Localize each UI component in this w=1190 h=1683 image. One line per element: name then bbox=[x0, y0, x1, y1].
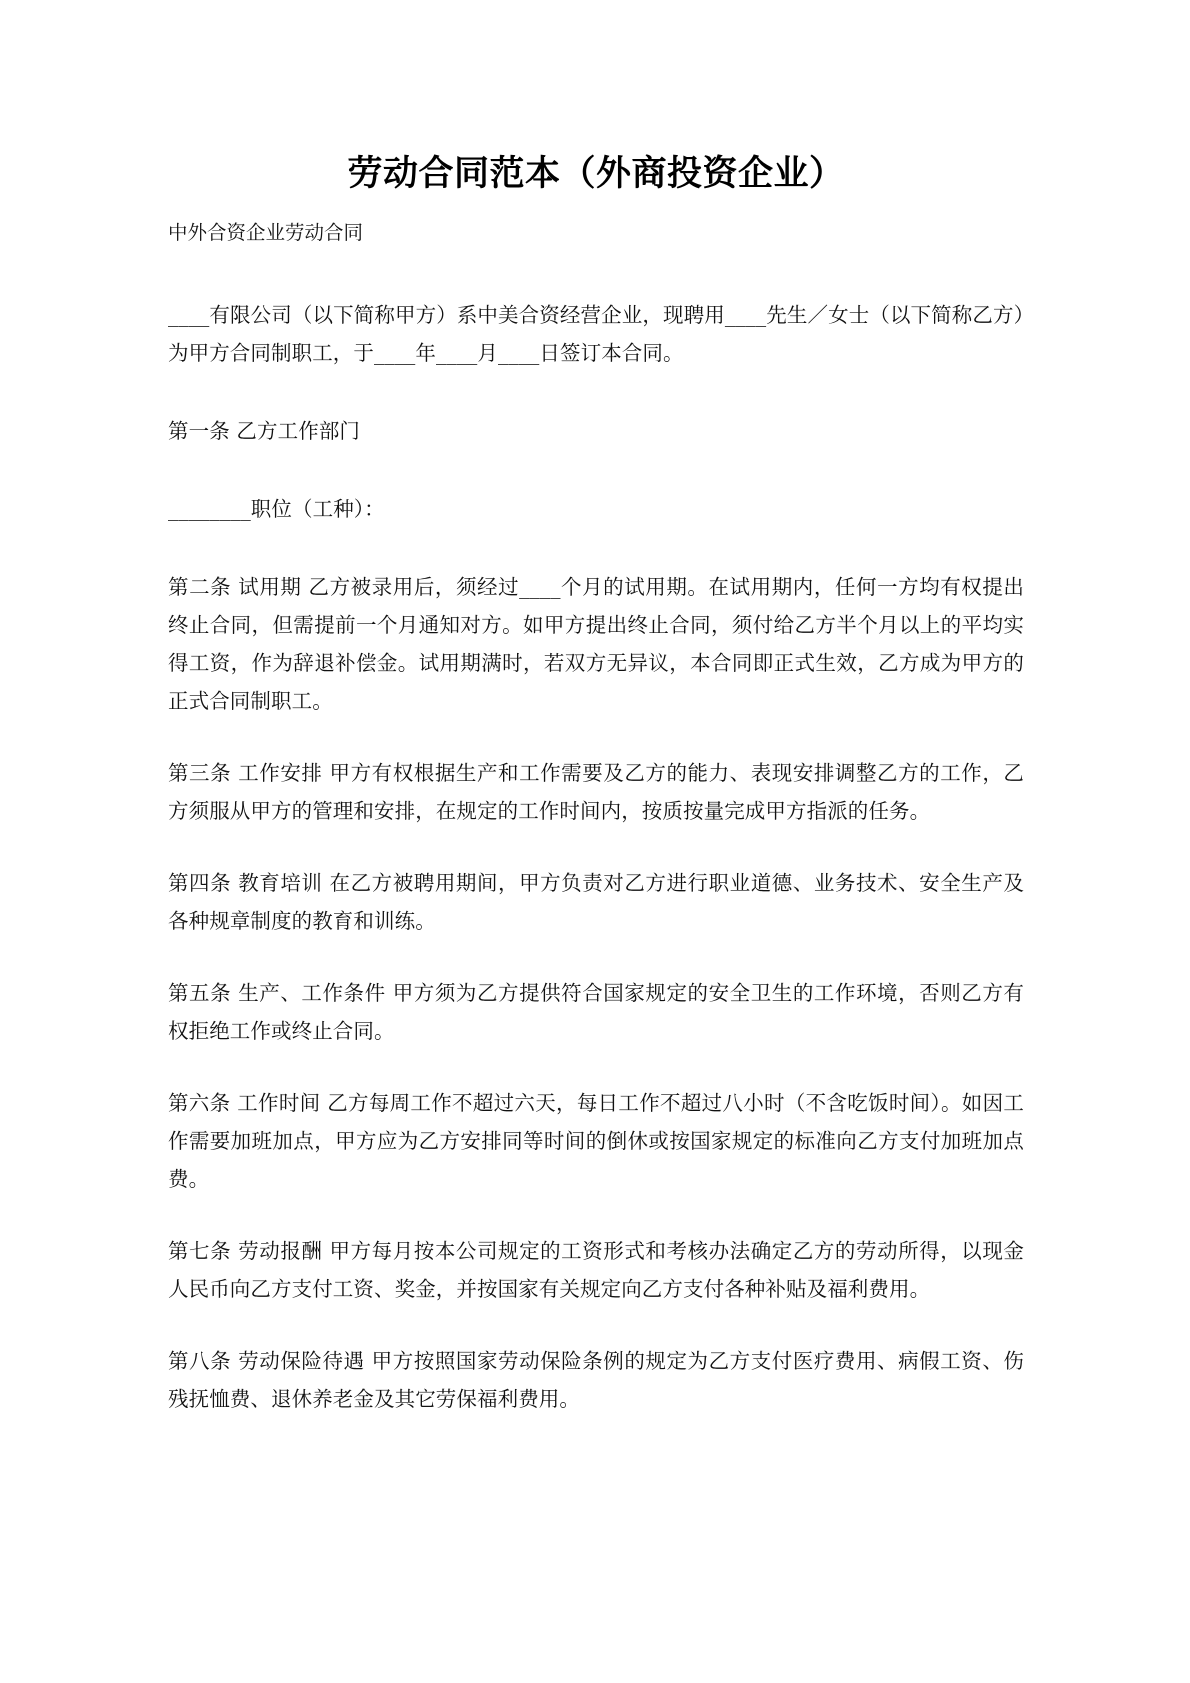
article-8-paragraph: 第八条 劳动保险待遇 甲方按照国家劳动保险条例的规定为乙方支付医疗费用、病假工资、伤残抚恤费、退休养老金及其它劳保福利费用。 bbox=[168, 1349, 1024, 1411]
article-6-paragraph: 第六条 工作时间 乙方每周工作不超过六天，每日工作不超过八小时（不含吃饭时间）。如因工作需要加班加点，甲方应为乙方安排同等时间的倒休或按国家规定的标准向乙方支付加班加点费。 bbox=[168, 1091, 1024, 1191]
spacer bbox=[168, 450, 1024, 490]
article-4-paragraph: 第四条 教育培训 在乙方被聘用期间，甲方负责对乙方进行职业道德、业务技术、安全生产及各种规章制度的教育和训练。 bbox=[168, 871, 1024, 933]
page-title: 劳动合同范本（外商投资企业） bbox=[347, 153, 845, 194]
spacer bbox=[168, 248, 1024, 296]
spacer bbox=[168, 830, 1024, 864]
spacer bbox=[168, 528, 1024, 568]
spacer bbox=[168, 720, 1024, 754]
spacer bbox=[168, 940, 1024, 974]
article-3-paragraph: 第三条 工作安排 甲方有权根据生产和工作需要及乙方的能力、表现安排调整乙方的工作，乙方须服从甲方的管理和安排，在规定的工作时间内，按质按量完成甲方指派的任务。 bbox=[168, 761, 1024, 823]
article-2-paragraph: 第二条 试用期 乙方被录用后，须经过____个月的试用期。在试用期内，任何一方均有权提出终止合同，但需提前一个月通知对方。如甲方提出终止合同，须付给乙方半个月以上的平均实得工资，作为辞退补偿金。试用期满时，若双方无异议，本合同即正式生效，乙方成为甲方的正式合同制职工。 bbox=[168, 575, 1024, 713]
article-1-position-field: ________职位（工种）： bbox=[168, 497, 385, 521]
spacer bbox=[168, 1198, 1024, 1232]
document-subtitle: 中外合资企业劳动合同 bbox=[168, 221, 364, 244]
spacer bbox=[168, 372, 1024, 412]
intro-paragraph: ____有限公司（以下简称甲方）系中美合资经营企业，现聘用____先生／女士（以下简称乙方）为甲方合同制职工，于____年____月____日签订本合同。 bbox=[168, 303, 1024, 365]
spacer bbox=[168, 1308, 1024, 1342]
spacer bbox=[168, 1050, 1024, 1084]
document-body bbox=[168, 0, 1024, 1418]
article-1-heading: 第一条 乙方工作部门 bbox=[168, 419, 361, 443]
article-5-paragraph: 第五条 生产、工作条件 甲方须为乙方提供符合国家规定的安全卫生的工作环境，否则乙方有权拒绝工作或终止合同。 bbox=[168, 981, 1024, 1043]
article-7-paragraph: 第七条 劳动报酬 甲方每月按本公司规定的工资形式和考核办法确定乙方的劳动所得，以现金人民币向乙方支付工资、奖金，并按国家有关规定向乙方支付各种补贴及福利费用。 bbox=[168, 1239, 1024, 1301]
